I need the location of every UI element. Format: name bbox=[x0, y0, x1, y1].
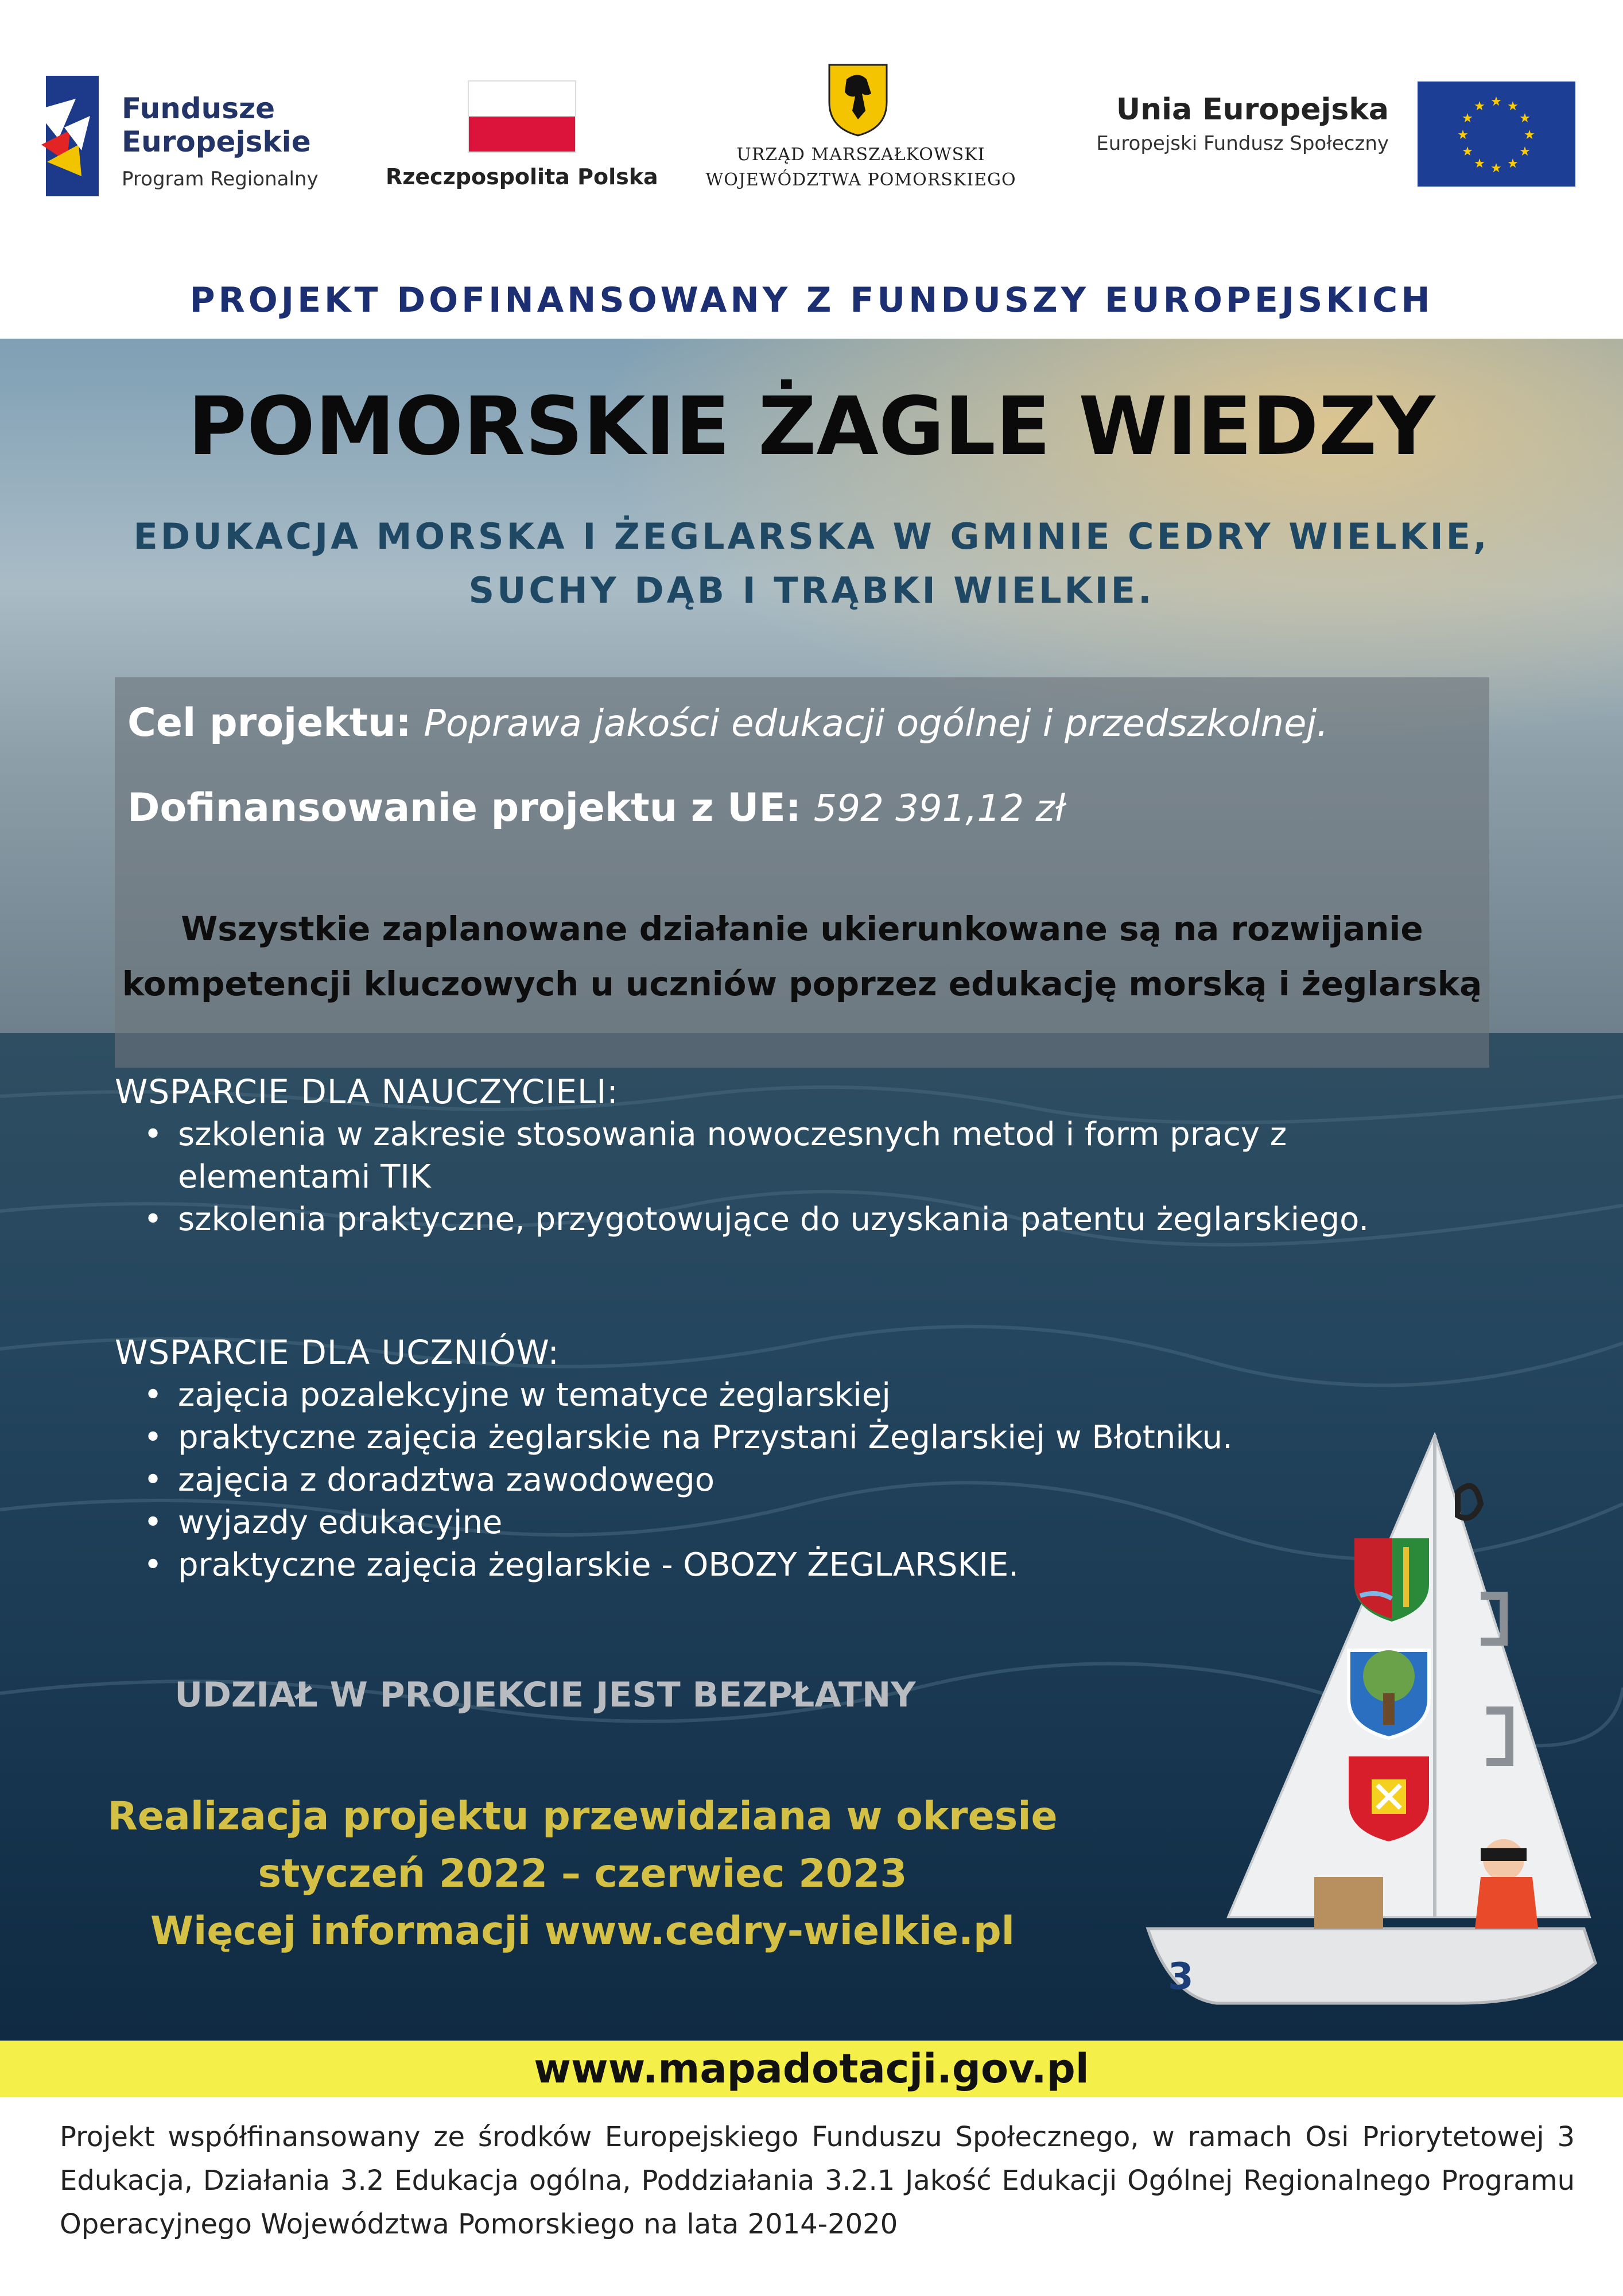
teachers-heading: WSPARCIE DLA NAUCZYCIELI: bbox=[115, 1072, 619, 1111]
rzeczpospolita-label: Rzeczpospolita Polska bbox=[386, 164, 658, 189]
svg-text:★: ★ bbox=[1462, 111, 1473, 126]
svg-text:★: ★ bbox=[1507, 99, 1519, 114]
eu-flag-icon bbox=[1418, 82, 1575, 187]
period-line1: Realizacja projektu przewidziana w okresie bbox=[107, 1794, 1058, 1839]
goal-value: Poprawa jakości edukacji ogólnej i przedszkolnej. bbox=[424, 703, 1329, 745]
um-line2: WOJEWÓDZTWA POMORSKIEGO bbox=[705, 170, 1016, 190]
cofinanced-banner: PROJEKT DOFINANSOWANY Z FUNDUSZY EUROPEJSKICH bbox=[189, 280, 1434, 320]
svg-text:★: ★ bbox=[1490, 161, 1502, 176]
list-item: • szkolenia praktyczne, przygotowujące do uzyskania patentu żeglarskiego. bbox=[143, 1199, 1463, 1241]
page-title: POMORSKIE ŻAGLE WIEDZY bbox=[188, 380, 1435, 474]
project-funding bbox=[127, 779, 1482, 832]
fe-line2: Europejskie bbox=[122, 125, 311, 158]
um-line1: URZĄD MARSZAŁKOWSKI bbox=[736, 145, 985, 165]
funding-label: Dofinansowanie projektu z UE: bbox=[127, 785, 801, 831]
hull-number: 3 bbox=[1168, 1956, 1194, 1998]
period-line2: styczeń 2022 – czerwiec 2023 bbox=[258, 1851, 907, 1896]
svg-text:★: ★ bbox=[1524, 128, 1535, 142]
list-item: • szkolenia w zakresie stosowania nowoczesnych metod i form pracy z elementami TIK bbox=[143, 1114, 1463, 1199]
pomorskie-griffin-crest-icon bbox=[826, 62, 890, 137]
svg-text:★: ★ bbox=[1474, 157, 1485, 171]
project-goal bbox=[127, 695, 1482, 747]
cofinancing-footnote: Projekt współfinansowany ze środków Europejskiego Funduszu Społecznego, w ramach Osi Priorytetowej 3 Edukacja, Działania 3.2 Edukacja ogólna, Poddziałania 3.2.1 Jakość Edukacji Ogólnej Regionalnego Programu Operacyjnego Województwa Pomorskiego na lata 2014-2020 bbox=[60, 2121, 1575, 2240]
fe-line1: Fundusze bbox=[122, 92, 275, 125]
teachers-list bbox=[143, 1114, 1463, 1241]
svg-text:★: ★ bbox=[1474, 99, 1485, 114]
funding-value: 592 391,12 zł bbox=[813, 788, 1066, 830]
list-item: • praktyczne zajęcia żeglarskie na Przystani Żeglarskiej w Błotniku. bbox=[143, 1417, 1463, 1459]
svg-text:★: ★ bbox=[1519, 111, 1531, 126]
key-competencies-statement bbox=[115, 901, 1489, 1011]
statement-line2: kompetencji kluczowych u uczniów poprzez edukację morską i żeglarską bbox=[122, 964, 1482, 1003]
list-item: • zajęcia z doradztwa zawodowego bbox=[143, 1459, 1463, 1502]
unia-europejska-text bbox=[1045, 92, 1389, 160]
svg-text:★: ★ bbox=[1490, 95, 1502, 109]
ue-line2: Europejski Fundusz Społeczny bbox=[1096, 132, 1389, 155]
free-participation-notice: UDZIAŁ W PROJEKCIE JEST BEZPŁATNY bbox=[174, 1675, 916, 1715]
page-subtitle bbox=[69, 510, 1554, 618]
subtitle-line1: EDUKACJA MORSKA I ŻEGLARSKA W GMINIE CEDRY WIELKIE, bbox=[133, 515, 1490, 557]
poland-flag-icon bbox=[468, 80, 576, 153]
mapadotacji-link[interactable]: www.mapadotacji.gov.pl bbox=[534, 2045, 1089, 2092]
ue-line1: Unia Europejska bbox=[1116, 92, 1389, 127]
students-heading: WSPARCIE DLA UCZNIÓW: bbox=[115, 1333, 560, 1372]
period-line3: Więcej informacji www.cedry-wielkie.pl bbox=[150, 1909, 1015, 1954]
statement-line1: Wszystkie zaplanowane działanie ukierunkowane są na rozwijanie bbox=[181, 909, 1423, 948]
list-item: • praktyczne zajęcia żeglarskie - OBOZY ŻEGLARSKIE. bbox=[143, 1544, 1463, 1587]
project-period bbox=[57, 1788, 1108, 1960]
svg-text:★: ★ bbox=[1519, 145, 1531, 159]
fundusze-europejskie-text bbox=[122, 92, 319, 191]
list-item: • wyjazdy edukacyjne bbox=[143, 1502, 1463, 1544]
svg-text:★: ★ bbox=[1507, 157, 1519, 171]
sailboat-illustration bbox=[1136, 1424, 1607, 2043]
suchy-dab-crest-icon bbox=[1349, 1650, 1429, 1738]
logo-bar bbox=[0, 0, 1623, 241]
fe-line3: Program Regionalny bbox=[122, 168, 319, 191]
list-item: • zajęcia pozalekcyjne w tematyce żeglarskiej bbox=[143, 1374, 1463, 1417]
subtitle-line2: SUCHY DĄB I TRĄBKI WIELKIE. bbox=[468, 569, 1155, 611]
fundusze-europejskie-logo-icon bbox=[36, 76, 99, 196]
svg-text:★: ★ bbox=[1457, 128, 1469, 142]
urzad-marszalkowski-text bbox=[694, 142, 1027, 193]
goal-label: Cel projektu: bbox=[127, 700, 411, 746]
svg-text:★: ★ bbox=[1462, 145, 1473, 159]
